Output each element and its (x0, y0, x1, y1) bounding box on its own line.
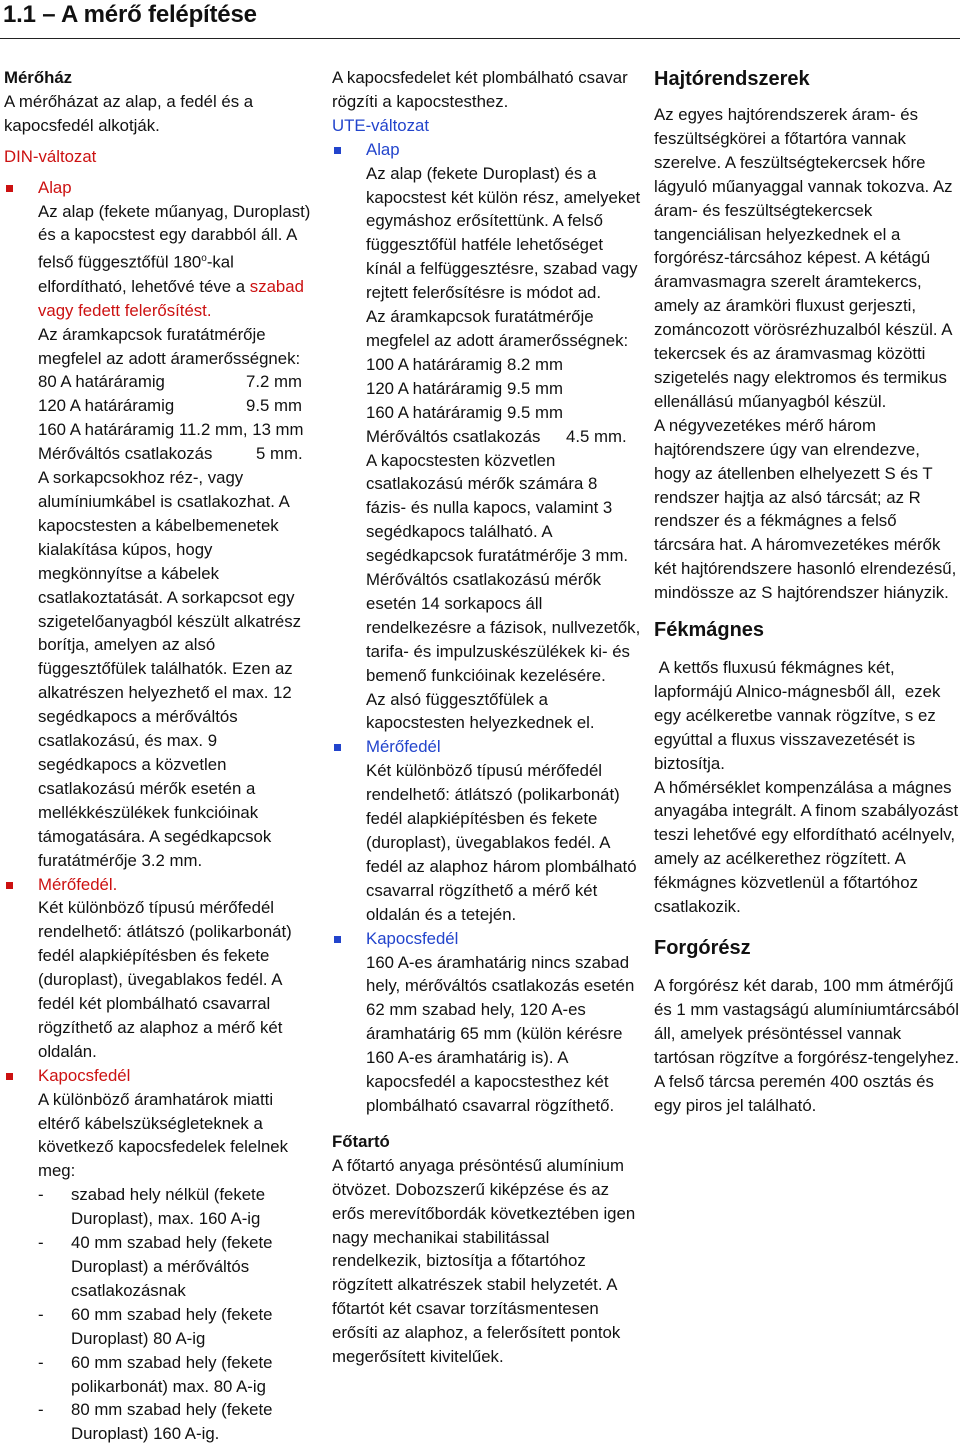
page-title: 1.1 – A mérő felépítése (3, 1, 257, 28)
column-1 (4, 66, 316, 1446)
hajto-text-2: A négyvezetékes mérő három hajtórendszere úgy van elrendezve, hogy az átellenben elhelyezett S és T rendszer hajtja az alsó tárcsát; az R rendszer és a fékmágnes a felső tárcsára hat. A háromvezetékes mérők két hajtórendszere hasonló elrendezésű, mindössze az S hajtórendszer hiányzik. (654, 415, 957, 603)
bullet-label: Alap (38, 177, 72, 197)
fekmagnes-text-1: A kettős fluxusú fékmágnes két, lapformájú Alnico-mágnesből áll, ezek egy acélkeretbe vannak rögzítve, s ez egyúttal a fluxus visszavezetését is biztosítja. (654, 658, 946, 773)
square-bullet-icon (6, 185, 13, 192)
square-bullet-icon (334, 147, 341, 154)
bullet-label: Kapocsfedél (38, 1065, 131, 1085)
kabel-text: A sorkapcsokhoz réz-, vagy alumíniumkábel is csatlakozhat. A kapocstesten a kábelbemenetek kialakítása kúpos, hogy megkönnyítse a kábelek csatlakoztatását. A sorkapcsot egy szigetelőanyagból készült alkatrész borítja, amelyen az alsó függesztőfülek találhatók. Ezen az alkatrészen helyezhető el max. 12 segédkapocs a mérőváltós csatlakozású, és max. 9 segédkapocs a közvetlen csatlakozású mérők esetén a mellékkészülékek funkcióinak támogatására. A segédkapcsok furatátmérője 3.2 mm. (38, 468, 302, 870)
bullet-label: Mérőfedél (366, 737, 441, 757)
dash-item: - 60 mm szabad hely (fekete Duroplast) 80 A-ig (38, 1304, 273, 1348)
dash-item: - szabad hely nélkül (fekete Duroplast), max. 160 A-ig (38, 1185, 266, 1229)
bullet-alap (4, 176, 316, 873)
furat-row-merovaltos: Mérőváltós csatlakozás 5 mm. (38, 444, 303, 464)
bullet-label: Alap (366, 139, 400, 159)
section-heading-fekmagnes: Fékmágnes (654, 619, 765, 642)
bullet-label: Mérőfedél. (38, 874, 118, 894)
square-bullet-icon (6, 1073, 13, 1080)
furat-intro: Az áramkapcsok furatátmérője megfelel az adott áramerősségnek: (38, 324, 301, 368)
bullet-merofedel (332, 735, 642, 926)
bullet-kapocsfedel (332, 927, 642, 1118)
square-bullet-icon (334, 936, 341, 943)
title-rule (0, 38, 960, 39)
forgoresz-text: A forgórész két darab, 100 mm átmérőjű és 1 mm vastagságú alumíniumtárcsából áll, amelyek présöntéssel vannak tartósan rögzítve a forgórész-tengelyhez. A felső tárcsa peremén 400 osztás és egy piros jel található. (654, 976, 960, 1115)
bullet-alap (332, 138, 642, 736)
kapocsfedel-text: 160 A-es áramhatárig nincs szabad hely, mérőváltós csatlakozás esetén 62 mm szabad hely, 120 A-es áramhatárig 65 mm (külön kérésre 160 A-es áramhatárig is). A kapocsfedél a kapocstesthez két plombálható csavarral rögzíthető. (366, 952, 635, 1115)
kapocsfedel-rogzites: A kapocsfedelet két plombálható csavar rögzíti a kapocstesthez. (332, 68, 628, 111)
ute-variant-label: UTE-változat (332, 115, 429, 135)
fotarto-text: A főtartó anyaga présöntésű alumínium ötvözet. Dobozszerű kiképzése és az erős merevítőbordák következtében igen nagy mechanikai stabilitással rendelkezik, biztosítja a főtartóhoz rögzített alkatrészek stabil helyzetét. A főtartót két csavar torzításmentesen erősíti az alaphoz, a felerősített pontok megerősített kivitelűek. (332, 1155, 636, 1367)
section-heading-forgoresz: Forgórész (654, 937, 751, 959)
furat-intro: Az áramkapcsok furatátmérője megfelel az adott áramerősségnek: (366, 307, 629, 350)
section-heading-merohaz: Mérőház (4, 68, 73, 87)
furat-row: Mérőváltós csatlakozás 4.5 mm. (366, 426, 627, 446)
square-bullet-icon (334, 744, 341, 751)
kapocsfedel-text: A különböző áramhatárok miatti eltérő kábelszükségleteknek a következő kapocsfedelek felelnek meg: (38, 1089, 289, 1181)
column-2 (332, 66, 642, 1369)
furat-row: 120 A határáramig 9.5 mm (366, 378, 563, 398)
section-heading-fotarto: Főtartó (332, 1131, 390, 1151)
din-variant-label: DIN-változat (4, 146, 97, 166)
furat-row: 100 A határáramig 8.2 mm (366, 354, 563, 374)
square-bullet-icon (6, 882, 13, 889)
alap-text: Az alap (fekete Duroplast) és a kapocstest két külön rész, amelyeket egymáshoz erősítettünk. A felső függesztőfül hatféle lehetőséget kínál a felfüggesztésre, szabad vagy rejtett felerősítésre is módot ad. (366, 163, 641, 303)
section-heading-hajtorendszerek: Hajtórendszerek (654, 68, 810, 90)
furat-row: 160 A határáramig 9.5 mm (366, 402, 563, 422)
bullet-label: Kapocsfedél (366, 928, 459, 948)
dash-item: - 40 mm szabad hely (fekete Duroplast) a mérőváltós csatlakozásnak (38, 1233, 273, 1300)
hajto-text-1: Az egyes hajtórendszerek áram- és feszültségkörei a főtartóra vannak szerelve. A feszültségtekercsek hőre lágyuló műanyaggal vannak tokozva. Az áram- és feszültségtekercsek tangenciálisan helyezkednek el a forgórész-tárcsához képest. A kétágú áramvasmagra szerelt áramtekercs, amely az áramköri fluxust gerjeszti, zománcozott vörösrézhuzalból készül. A tekercsek és az áramvasmag közötti szigetelés nagy elektromos és termikus ellenállású műanyagból készül. (654, 105, 953, 411)
intro-text: A mérőházat az alap, a fedél és a kapocsfedél alkotják. (4, 91, 254, 135)
furat-row: 120 A határáramig 9.5 mm (38, 396, 302, 416)
also-fulek-text: Az alsó függesztőfülek a kapocstesten helyezkednek el. (366, 689, 595, 733)
fekmagnes-text-2: A hőmérséklet kompenzálása a mágnes anyagába integrált. A finom szabályozást teszi lehetővé egy elfordítható acélnyelv, amely az acélkerethez rögzített. A fékmágnes közvetlenül a főtartóhoz csatlakozik. (654, 777, 959, 917)
alap-text: Az alap (fekete műanyag, Duroplast) és a kapocstest egy darabból áll. A felső függesztőfül 180$^o$-kal elfordítható, lehetővé téve a szabad vagy fedett felerősítést. (38, 201, 311, 320)
furat-row: 80 A határáramig 7.2 mm (38, 372, 302, 392)
bullet-kapocsfedel (4, 1064, 316, 1184)
column-3 (654, 66, 960, 1117)
dash-item: - 80 mm szabad hely (fekete Duroplast) 160 A-ig. (38, 1400, 273, 1444)
furat-row-160: 160 A határáramig 11.2 mm, 13 mm (38, 420, 304, 440)
dash-item: - 60 mm szabad hely (fekete polikarbonát) max. 80 A-ig (38, 1352, 273, 1396)
merofedel-text: Két különböző típusú mérőfedél rendelhető: átlátszó (polikarbonát) fedél alapkiépítésben és fekete (duroplast), üvegablakos fedél. A fedél az alaphoz három plombálható csavarral rögzíthető a mérő két oldalán és a tetején. (366, 761, 637, 924)
bullet-merofedel (4, 873, 316, 1064)
kozvetlen-text: A kapocstesten közvetlen csatlakozású mérők számára 8 fázis- és nulla kapocs, valamint 3 segédkapocs található. A segédkapcsok furatátmérője 3 mm. Mérőváltós csatlakozású mérők esetén 14 sorkapocs áll rendelkezésre a fázisok, nullvezetők, tarifa- és impulzuskészülékek ki- és bemenő funkcióinak kezelésére. (366, 450, 641, 685)
merofedel-text: Két különböző típusú mérőfedél rendelhető: átlátszó (polikarbonát) fedél alapkiépítésben és fekete (duroplast), üvegablakos fedél. A fedél két plombálható csavarral rögzíthető az alaphoz a mérő két oldalán. (38, 898, 292, 1061)
